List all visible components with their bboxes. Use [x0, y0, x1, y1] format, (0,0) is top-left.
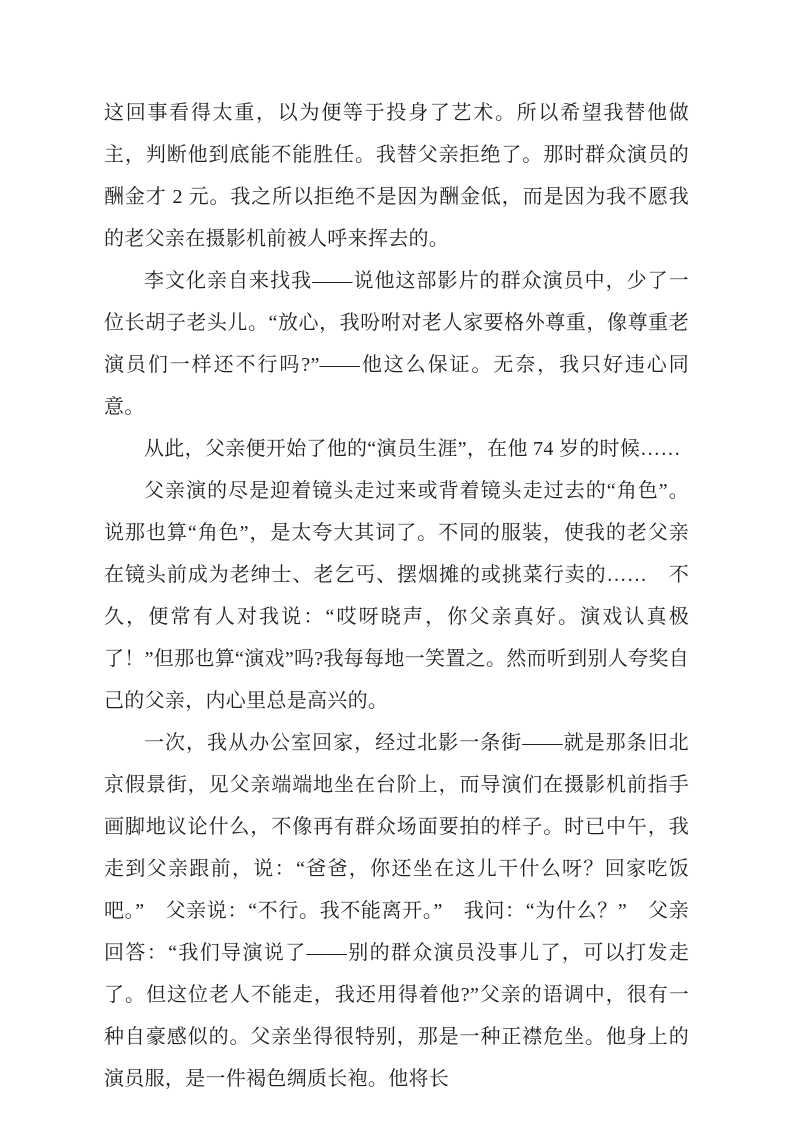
paragraph: 从此，父亲便开始了他的“演员生涯”，在他 74 岁的时候…… [144, 438, 681, 460]
paragraph: 父亲演的尽是迎着镜头走过来或背着镜头走过去的“角色”。说那也算“角色”，是太夸大其词了。不同的服装，使我的老父亲在镜头前成为老绅士、老乞丐、摆烟摊的或挑菜行卖的…… 不久，便常有人对我说：“哎呀晓声，你父亲真好。演戏认真极了！”但那也算“演戏”吗?我每每地一笑置之。然而听到别人夸奖自己的父亲，内心里总是高兴的。 [104, 480, 689, 712]
paragraph: 一次，我从办公室回家，经过北影一条街——就是那条旧北京假景街，见父亲端端地坐在台阶上，而导演们在摄影机前指手画脚地议论什么，不像再有群众场面要拍的样子。时已中午，我走到父亲跟前，说：“爸爸，你还坐在这儿干什么呀？回家吃饭吧。” 父亲说：“不行。我不能离开。” 我问：“为什么？” 父亲回答：“我们导演说了——别的群众演员没事儿了，可以打发走了。但这位老人不能走，我还用得着他?”父亲的语调中，很有一种自豪感似的。父亲坐得很特别，那是一种正襟危坐。他身上的演员服，是一件褐色绸质长袍。他将长 [104, 732, 689, 1090]
paragraph: 李文化亲自来找我——说他这部影片的群众演员中，少了一位长胡子老头儿。“放心，我吩咐对老人家要格外尊重，像尊重老演员们一样还不行吗?”——他这么保证。无奈，我只好违心同意。 [104, 270, 689, 418]
paragraph-continuation: 这回事看得太重，以为便等于投身了艺术。所以希望我替他做主，判断他到底能不能胜任。我替父亲拒绝了。那时群众演员的酬金才 2 元。我之所以拒绝不是因为酬金低，而是因为我不愿我的老父亲在摄影机前被人呼来挥去的。 [104, 102, 689, 250]
body-text [104, 92, 689, 1100]
